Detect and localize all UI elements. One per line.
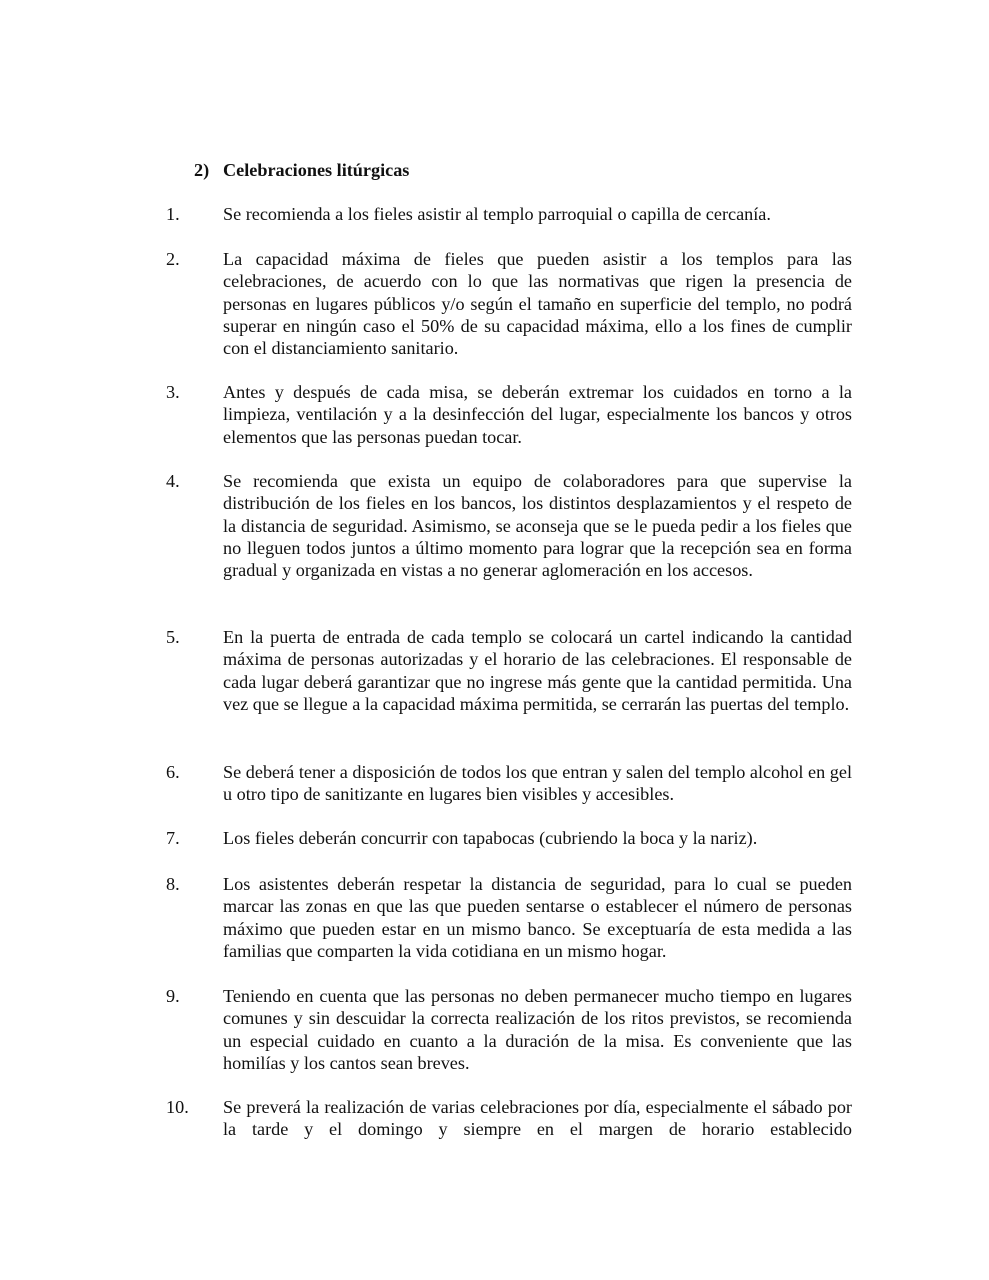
list-item-number: 6. [166, 762, 180, 782]
list-item-text: Los asistentes deberán respetar la distancia de seguridad, para lo cual se pueden marcar las zonas en que las que pueden sentarse o establecer el número de personas máximo que pueden estar en un mismo banco. Se exceptuaría de esta medida a las familias que comparten la vida cotidiana en un mismo hogar. [223, 874, 852, 961]
list-item-number: 5. [166, 627, 180, 647]
list-item-number: 4. [166, 471, 180, 491]
list-item-text: Se recomienda a los fieles asistir al templo parroquial o capilla de cercanía. [223, 204, 771, 224]
list-item-number: 3. [166, 382, 180, 402]
list-item [166, 1096, 852, 1141]
list-item-text: En la puerta de entrada de cada templo se colocará un cartel indicando la cantidad máxima de personas autorizadas y el horario de las celebraciones. El responsable de cada lugar deberá garantizar que no ingrese más gente que la cantidad permitida. Una vez que se llegue a la capacidad máxima permitida, se cerrarán las puertas del templo. [223, 627, 852, 714]
list-item [166, 626, 852, 715]
list-item [166, 203, 852, 225]
list-item-text: Se recomienda que exista un equipo de colaboradores para que supervise la distribución de los fieles en los bancos, los distintos desplazamientos y el respeto de la distancia de seguridad. Asimismo, se aconseja que se le pueda pedir a los fieles que no lleguen todos juntos a último momento para lograr que la recepción sea en forma gradual y organizada en vistas a no generar aglomeración en los accesos. [223, 471, 852, 581]
list-item [166, 827, 852, 849]
section-number: 2) [194, 160, 210, 180]
list-item-text: Los fieles deberán concurrir con tapabocas (cubriendo la boca y la nariz). [223, 828, 758, 848]
list-item-number: 1. [166, 204, 180, 224]
list-item-text: Teniendo en cuenta que las personas no deben permanecer mucho tiempo en lugares comunes y sin descuidar la correcta realización de los ritos previstos, se recomienda un especial cuidado en cuanto a la duración de la misa. Es conveniente que las homilías y los cantos sean breves. [223, 986, 852, 1073]
list-item-number: 10. [166, 1097, 189, 1117]
list-item [166, 761, 852, 806]
list-item-text: La capacidad máxima de fieles que pueden asistir a los templos para las celebraciones, de acuerdo con lo que las normativas que rigen la presencia de personas en lugares públicos y/o según el tamaño en superficie del templo, no podrá superar en ningún caso el 50% de su capacidad máxima, ello a los fines de cumplir con el distanciamiento sanitario. [223, 249, 852, 359]
section-title: Celebraciones litúrgicas [223, 160, 410, 180]
list-item-text: Antes y después de cada misa, se deberán extremar los cuidados en torno a la limpieza, ventilación y a la desinfección del lugar, especialmente los bancos y otros elementos que las personas puedan tocar. [223, 382, 852, 447]
list-item [166, 873, 852, 962]
list-item [166, 248, 852, 359]
list-item-number: 7. [166, 828, 180, 848]
list-item [166, 381, 852, 448]
list-item-number: 2. [166, 249, 180, 269]
list-item-number: 9. [166, 986, 180, 1006]
list-item [166, 470, 852, 581]
section-heading [194, 159, 409, 181]
list-item [166, 985, 852, 1074]
list-item-text: Se preverá la realización de varias celebraciones por día, especialmente el sábado por la tarde y el domingo y siempre en el margen de horario establecido [223, 1097, 852, 1140]
list-item-number: 8. [166, 874, 180, 894]
list-item-text: Se deberá tener a disposición de todos los que entran y salen del templo alcohol en gel u otro tipo de sanitizante en lugares bien visibles y accesibles. [223, 762, 852, 805]
